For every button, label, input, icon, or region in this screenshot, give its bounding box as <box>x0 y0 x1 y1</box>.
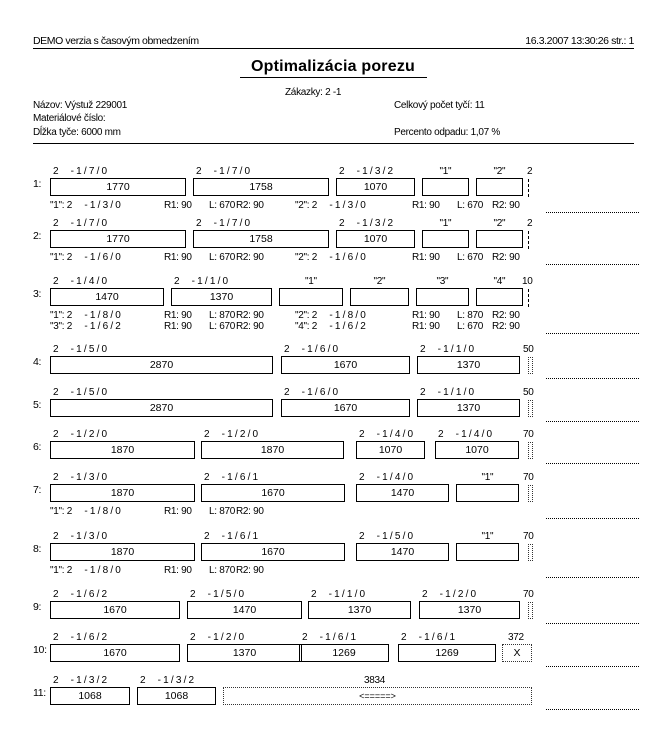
bar-number: 3: <box>33 288 42 300</box>
piece-label: "1" <box>439 166 452 177</box>
piece-label: 2 - 1 / 2 / 0 <box>53 429 107 440</box>
piece-label: 2 - 1 / 3 / 2 <box>339 218 393 229</box>
bend-note: R1: 90 <box>412 252 440 263</box>
bend-note: R1: 90 <box>164 321 192 332</box>
piece-box <box>456 484 519 502</box>
bend-note: L: 670 <box>209 321 236 332</box>
bar-number: 1: <box>33 178 42 190</box>
piece-box: 1870 <box>201 441 344 459</box>
bend-note: "2": 2 - 1 / 8 / 0 <box>295 310 366 321</box>
piece-label: 2 - 1 / 4 / 0 <box>359 429 413 440</box>
info-divider <box>33 143 634 144</box>
piece-label: 2 - 1 / 7 / 0 <box>53 218 107 229</box>
piece-box: 1370 <box>187 644 302 662</box>
piece-label: 2 - 1 / 3 / 0 <box>53 472 107 483</box>
bend-note: "4": 2 - 1 / 6 / 2 <box>295 321 366 332</box>
piece-label: 2 - 1 / 4 / 0 <box>359 472 413 483</box>
bar-number: 10: <box>33 644 47 656</box>
bend-note: "1": 2 - 1 / 6 / 0 <box>50 252 121 263</box>
signature-line <box>546 463 639 464</box>
signature-line <box>546 577 639 578</box>
bend-note: R1: 90 <box>164 565 192 576</box>
signature-line <box>546 623 639 624</box>
waste-box: <=====> <box>223 687 532 705</box>
piece-box: 2870 <box>50 356 273 374</box>
piece-label: "2" <box>493 218 506 229</box>
waste-marker <box>528 231 529 249</box>
bar-number: 2: <box>33 230 42 242</box>
bend-note: R2: 90 <box>492 321 520 332</box>
orders-info: Zákazky: 2 -1 <box>285 87 342 98</box>
waste-length: 2 <box>527 218 533 229</box>
bend-note: R1: 90 <box>164 310 192 321</box>
piece-label: "4" <box>493 276 506 287</box>
piece-label: 2 - 1 / 4 / 0 <box>438 429 492 440</box>
bend-note: "1": 2 - 1 / 8 / 0 <box>50 506 121 517</box>
bar-number: 9: <box>33 601 42 613</box>
piece-label: 2 - 1 / 6 / 0 <box>284 344 338 355</box>
piece-box: 1269 <box>398 644 496 662</box>
signature-line <box>546 378 639 379</box>
bend-note: "2": 2 - 1 / 6 / 0 <box>295 252 366 263</box>
bend-note: L: 670 <box>457 200 484 211</box>
bend-note: R1: 90 <box>164 252 192 263</box>
waste-length: 50 <box>523 344 534 355</box>
demo-notice: DEMO verzia s časovým obmedzením <box>33 35 199 47</box>
signature-line <box>546 333 639 334</box>
piece-box <box>422 230 469 248</box>
piece-box: 1068 <box>137 687 216 705</box>
piece-box: 1269 <box>299 644 389 662</box>
waste-marker <box>528 442 533 459</box>
piece-box: 1758 <box>193 178 329 196</box>
bend-note: R2: 90 <box>492 310 520 321</box>
piece-box: 2870 <box>50 399 273 417</box>
piece-label: 2 - 1 / 1 / 0 <box>420 344 474 355</box>
bend-note: R1: 90 <box>412 310 440 321</box>
piece-label: "1" <box>439 218 452 229</box>
piece-label: "2" <box>493 166 506 177</box>
waste-marker <box>528 602 533 619</box>
piece-box: 1670 <box>281 399 410 417</box>
waste-length: 2 <box>527 166 533 177</box>
waste-percent-info: Percento odpadu: 1,07 % <box>394 127 500 138</box>
piece-label: 2 - 1 / 6 / 1 <box>204 472 258 483</box>
bend-note: R1: 90 <box>412 200 440 211</box>
waste-length: 372 <box>508 632 524 643</box>
piece-label: 2 - 1 / 3 / 2 <box>140 675 194 686</box>
piece-box: 1070 <box>336 230 415 248</box>
bend-note: R2: 90 <box>236 506 264 517</box>
bend-note: R2: 90 <box>236 310 264 321</box>
piece-label: 2 - 1 / 5 / 0 <box>359 531 413 542</box>
piece-box: 1068 <box>50 687 130 705</box>
piece-label: 2 - 1 / 6 / 2 <box>53 632 107 643</box>
piece-label: "1" <box>305 276 317 287</box>
signature-line <box>546 518 639 519</box>
bend-note: L: 670 <box>209 252 236 263</box>
piece-label: 2 - 1 / 6 / 0 <box>284 387 338 398</box>
title-underline <box>240 77 427 78</box>
bar-number: 7: <box>33 484 42 496</box>
waste-marker <box>528 485 533 502</box>
piece-label: 2 - 1 / 3 / 2 <box>53 675 107 686</box>
bend-note: L: 670 <box>209 200 236 211</box>
bend-note: R1: 90 <box>164 506 192 517</box>
bend-note: "2": 2 - 1 / 3 / 0 <box>295 200 366 211</box>
bar-number: 5: <box>33 399 42 411</box>
piece-box <box>422 178 469 196</box>
bend-note: L: 670 <box>457 321 484 332</box>
piece-label: "1" <box>481 531 494 542</box>
piece-box <box>416 288 469 306</box>
signature-line <box>546 666 639 667</box>
waste-marker <box>528 357 533 374</box>
total-bars-info: Celkový počet tyčí: 11 <box>394 100 485 111</box>
piece-label: 2 - 1 / 2 / 0 <box>204 429 258 440</box>
signature-line <box>546 212 639 213</box>
signature-line <box>546 264 639 265</box>
piece-box: 1870 <box>50 484 195 502</box>
piece-label: 2 - 1 / 4 / 0 <box>53 276 107 287</box>
bend-note: "1": 2 - 1 / 3 / 0 <box>50 200 121 211</box>
bend-note: L: 870 <box>209 310 236 321</box>
print-date-page: 16.3.2007 13:30:26 str.: 1 <box>525 35 634 47</box>
piece-box <box>476 288 523 306</box>
bend-note: L: 870 <box>457 310 484 321</box>
bend-note: "1": 2 - 1 / 8 / 0 <box>50 310 121 321</box>
piece-box: 1470 <box>187 601 302 619</box>
bend-note: "1": 2 - 1 / 8 / 0 <box>50 565 121 576</box>
piece-label: 2 - 1 / 6 / 1 <box>204 531 258 542</box>
piece-box: 1670 <box>201 484 345 502</box>
waste-length: 3834 <box>364 675 386 686</box>
piece-box <box>476 178 523 196</box>
waste-box: X <box>502 644 532 662</box>
piece-label: "1" <box>481 472 494 483</box>
piece-label: 2 - 1 / 7 / 0 <box>53 166 107 177</box>
piece-box <box>476 230 523 248</box>
bend-note: R2: 90 <box>236 321 264 332</box>
piece-box <box>279 288 343 306</box>
waste-marker <box>528 544 533 561</box>
piece-label: 2 - 1 / 6 / 1 <box>302 632 356 643</box>
piece-box: 1770 <box>50 230 186 248</box>
piece-box: 1470 <box>356 484 449 502</box>
waste-marker <box>528 400 533 417</box>
piece-label: 2 - 1 / 5 / 0 <box>190 589 244 600</box>
piece-box: 1070 <box>336 178 415 196</box>
waste-length: 10 <box>522 276 533 287</box>
piece-box: 1370 <box>417 399 520 417</box>
piece-box: 1070 <box>356 441 425 459</box>
piece-box: 1470 <box>50 288 164 306</box>
waste-length: 70 <box>523 472 534 483</box>
name-info: Názov: Výstuž 229001 <box>33 100 128 111</box>
piece-label: 2 - 1 / 5 / 0 <box>53 344 107 355</box>
piece-box: 1670 <box>201 543 345 561</box>
piece-label: 2 - 1 / 6 / 1 <box>401 632 455 643</box>
piece-label: 2 - 1 / 7 / 0 <box>196 166 250 177</box>
piece-label: 2 - 1 / 2 / 0 <box>422 589 476 600</box>
piece-label: 2 - 1 / 1 / 0 <box>420 387 474 398</box>
bar-number: 8: <box>33 543 42 555</box>
bend-note: R1: 90 <box>412 321 440 332</box>
bend-note: R2: 90 <box>236 200 264 211</box>
piece-box: 1370 <box>308 601 411 619</box>
bend-note: L: 670 <box>457 252 484 263</box>
piece-label: "2" <box>373 276 386 287</box>
waste-marker <box>528 289 529 307</box>
piece-box: 1670 <box>50 601 180 619</box>
piece-label: 2 - 1 / 3 / 0 <box>53 531 107 542</box>
piece-box: 1870 <box>50 441 195 459</box>
bar-number: 11: <box>33 687 46 699</box>
bend-note: "3": 2 - 1 / 6 / 2 <box>50 321 121 332</box>
bend-note: L: 870 <box>209 565 236 576</box>
waste-length: 70 <box>523 531 534 542</box>
bend-note: L: 870 <box>209 506 236 517</box>
waste-length: 70 <box>523 589 534 600</box>
piece-box: 1670 <box>50 644 180 662</box>
bar-number: 6: <box>33 441 42 453</box>
piece-label: "3" <box>436 276 449 287</box>
page-title: Optimalizácia porezu <box>250 58 416 75</box>
signature-line <box>546 421 639 422</box>
material-number-info: Materiálové číslo: <box>33 113 106 124</box>
piece-label: 2 - 1 / 5 / 0 <box>53 387 107 398</box>
bend-note: R2: 90 <box>236 565 264 576</box>
waste-marker <box>528 179 529 197</box>
piece-label: 2 - 1 / 3 / 2 <box>339 166 393 177</box>
piece-box: 1870 <box>50 543 195 561</box>
piece-box: 1670 <box>281 356 410 374</box>
waste-length: 50 <box>523 387 534 398</box>
piece-box: 1070 <box>435 441 519 459</box>
piece-box: 1370 <box>171 288 272 306</box>
bend-note: R2: 90 <box>236 252 264 263</box>
piece-box: 1370 <box>419 601 520 619</box>
piece-box: 1470 <box>356 543 449 561</box>
bar-length-info: Dĺžka tyče: 6000 mm <box>33 127 121 138</box>
piece-box <box>456 543 519 561</box>
signature-line <box>546 709 639 710</box>
piece-label: 2 - 1 / 6 / 2 <box>53 589 107 600</box>
piece-box <box>350 288 409 306</box>
bar-number: 4: <box>33 356 42 368</box>
piece-box: 1758 <box>193 230 329 248</box>
piece-label: 2 - 1 / 2 / 0 <box>190 632 244 643</box>
piece-label: 2 - 1 / 1 / 0 <box>311 589 365 600</box>
piece-label: 2 - 1 / 7 / 0 <box>196 218 250 229</box>
piece-box: 1370 <box>417 356 520 374</box>
bend-note: R2: 90 <box>492 200 520 211</box>
bend-note: R2: 90 <box>492 252 520 263</box>
header-divider <box>33 48 634 49</box>
piece-box: 1770 <box>50 178 186 196</box>
piece-label: 2 - 1 / 1 / 0 <box>174 276 228 287</box>
bend-note: R1: 90 <box>164 200 192 211</box>
waste-length: 70 <box>523 429 534 440</box>
